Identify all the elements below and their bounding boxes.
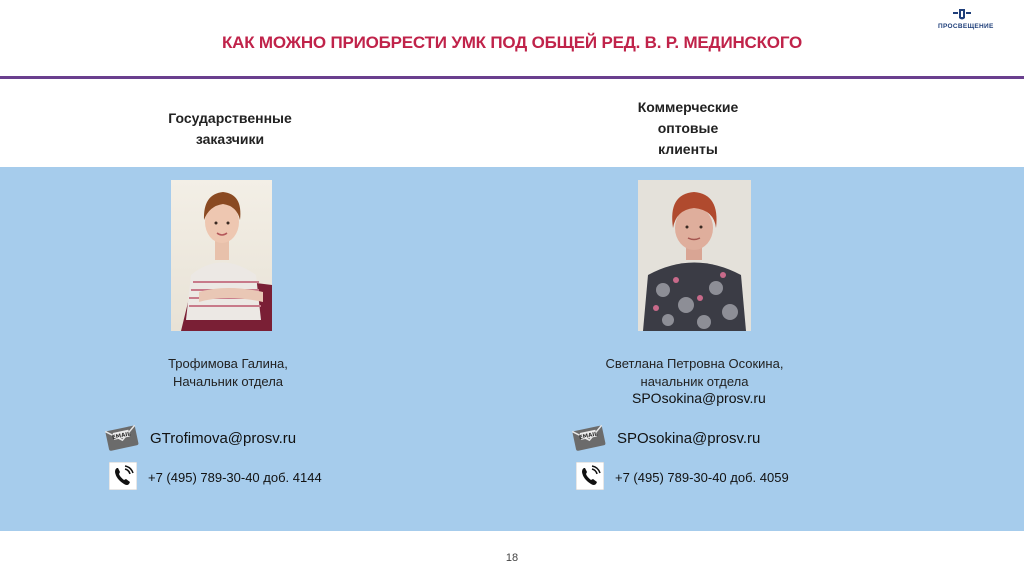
phone-icon bbox=[576, 462, 604, 495]
person-trofimova bbox=[128, 355, 328, 391]
heading-government-customers bbox=[130, 108, 330, 150]
photo-osokina bbox=[638, 180, 751, 331]
prosveshchenie-logo bbox=[938, 8, 994, 34]
email-envelope-icon bbox=[571, 422, 609, 459]
person-name: Трофимова Галина, bbox=[168, 356, 288, 371]
osokina-email-text[interactable]: SPOsokina@prosv.ru bbox=[632, 390, 766, 406]
title-divider bbox=[0, 76, 1024, 79]
email-envelope-icon bbox=[104, 422, 142, 459]
svg-text:EMAIL: EMAIL bbox=[578, 431, 599, 442]
logo-emblem-icon bbox=[953, 8, 971, 22]
page-number: 18 bbox=[505, 552, 519, 564]
trofimova-email-link[interactable]: GTrofimova@prosv.ru bbox=[150, 430, 297, 447]
heading-line: Коммерческие bbox=[637, 99, 739, 115]
page-title: КАК МОЖНО ПРИОБРЕСТИ УМК ПОД ОБЩЕЙ РЕД. В. Р. МЕДИНСКОГО bbox=[221, 33, 803, 52]
osokina-email-link[interactable]: SPOsokina@prosv.ru bbox=[617, 430, 761, 447]
heading-commercial-clients bbox=[588, 97, 788, 160]
person-name: Светлана Петровна Осокина, bbox=[605, 356, 784, 371]
heading-line: Государственные bbox=[168, 110, 292, 126]
phone-icon bbox=[109, 462, 137, 495]
person-osokina bbox=[582, 355, 807, 391]
svg-text:EMAIL: EMAIL bbox=[111, 431, 132, 442]
person-position: начальник отдела bbox=[640, 374, 749, 389]
heading-line: заказчики bbox=[195, 131, 265, 147]
heading-line: оптовые bbox=[657, 120, 719, 136]
osokina-phone[interactable]: +7 (495) 789-30-40 доб. 4059 bbox=[615, 470, 789, 485]
person-position: Начальник отдела bbox=[172, 374, 284, 389]
logo-text: ПРОСВЕЩЕНИЕ bbox=[938, 23, 994, 30]
trofimova-phone[interactable]: +7 (495) 789-30-40 доб. 4144 bbox=[148, 470, 322, 485]
photo-trofimova bbox=[171, 180, 272, 331]
heading-line: клиенты bbox=[658, 141, 718, 157]
